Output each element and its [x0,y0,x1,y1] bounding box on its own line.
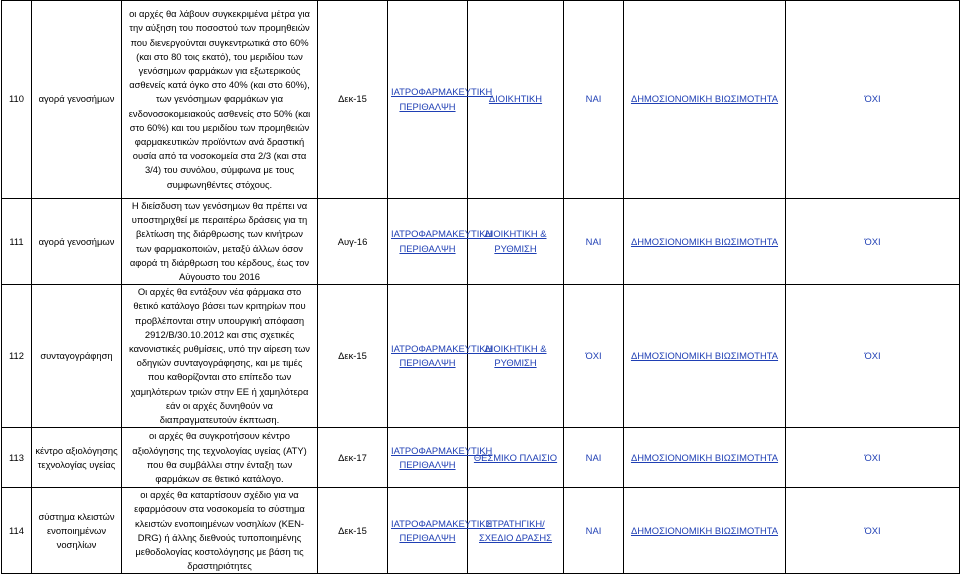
row-subject: αγορά γενοσήμων [32,199,122,285]
row-flag-1: ΝΑΙ [564,428,624,488]
table-row [2,488,960,574]
row-flag-2: ΌΧΙ [786,488,960,574]
row-impact: ΔΗΜΟΣΙΟΝΟΜΙΚΗ ΒΙΩΣΙΜΟΤΗΤΑ [624,285,786,428]
row-description: οι αρχές θα λάβουν συγκεκριμένα μέτρα για την αύξηση του ποσοστού των προμηθειών που διενεργούνται συγκεντρωτικά στο 60% (και στο 80 τοις εκατό), του μεριδίου των γενόσημων φαρμάκων για εξωτερικούς ασθενείς κατά όγκο στο 40% (και στο 60%), των γενόσημων φαρμάκων για ενδονοσοκομειακούς ασθενείς στο 50% (και στο 60%) και του μεριδίου των προμηθειών φαρμακευτικών προϊόντων ανά δραστική ουσία από τα νοσοκομεία στα 2/3 (και στα 3/4) του συνόλου, σύμφωνα με τους συμφωνηθέντες στόχους. [122,1,318,199]
row-subject: συνταγογράφηση [32,285,122,428]
row-impact: ΔΗΜΟΣΙΟΝΟΜΙΚΗ ΒΙΩΣΙΜΟΤΗΤΑ [624,488,786,574]
row-flag-1: ΝΑΙ [564,488,624,574]
row-type: ΔΙΟΙΚΗΤΙΚΗ [468,1,564,199]
row-flag-2: ΌΧΙ [786,199,960,285]
row-number: 114 [2,488,32,574]
table-row [2,1,960,199]
row-area: ΙΑΤΡΟΦΑΡΜΑΚΕΥΤΙΚΗ ΠΕΡΙΘΑΛΨΗ [388,199,468,285]
row-type: ΔΙΟΙΚΗΤΙΚΗ & ΡΥΘΜΙΣΗ [468,199,564,285]
row-subject: σύστημα κλειστών ενοποιημένων νοσηλίων [32,488,122,574]
row-date: Δεκ-17 [318,428,388,488]
row-number: 111 [2,199,32,285]
row-flag-2: ΌΧΙ [786,1,960,199]
row-description: Η διείσδυση των γενόσημων θα πρέπει να υποστηριχθεί με περαιτέρω δράσεις για τη βελτίωση της διάρθρωσης των κινήτρων των φαρμακοποιών, μεταξύ άλλων όσον αφορά τη διάρθρωση του κέρδους, έως τον Αύγουστο του 2016 [122,199,318,285]
row-number: 113 [2,428,32,488]
table-row [2,285,960,428]
row-type: ΔΙΟΙΚΗΤΙΚΗ & ΡΥΘΜΙΣΗ [468,285,564,428]
table-row [2,428,960,488]
row-type: ΣΤΡΑΤΗΓΙΚΗ/ΣΧΕΔΙΟ ΔΡΑΣΗΣ [468,488,564,574]
row-impact: ΔΗΜΟΣΙΟΝΟΜΙΚΗ ΒΙΩΣΙΜΟΤΗΤΑ [624,199,786,285]
row-area: ΙΑΤΡΟΦΑΡΜΑΚΕΥΤΙΚΗ ΠΕΡΙΘΑΛΨΗ [388,1,468,199]
row-flag-1: ΝΑΙ [564,1,624,199]
row-description: οι αρχές θα συγκροτήσουν κέντρο αξιολόγησης της τεχνολογίας υγείας (ΑΤΥ) που θα συμβάλλει στην ένταξη των φαρμάκων σε θετικό κατάλογο. [122,428,318,488]
row-date: Δεκ-15 [318,488,388,574]
row-subject: αγορά γενοσήμων [32,1,122,199]
row-area: ΙΑΤΡΟΦΑΡΜΑΚΕΥΤΙΚΗ ΠΕΡΙΘΑΛΨΗ [388,488,468,574]
row-flag-1: ΝΑΙ [564,199,624,285]
row-number: 110 [2,1,32,199]
row-flag-1: ΌΧΙ [564,285,624,428]
table-row [2,199,960,285]
row-date: Δεκ-15 [318,1,388,199]
row-flag-2: ΌΧΙ [786,285,960,428]
row-type: ΘΕΣΜΙΚΟ ΠΛΑΙΣΙΟ [468,428,564,488]
row-impact: ΔΗΜΟΣΙΟΝΟΜΙΚΗ ΒΙΩΣΙΜΟΤΗΤΑ [624,428,786,488]
row-subject: κέντρο αξιολόγησης τεχνολογίας υγείας [32,428,122,488]
row-date: Αυγ-16 [318,199,388,285]
row-description: Οι αρχές θα εντάξουν νέα φάρμακα στο θετικό κατάλογο βάσει των κριτηρίων που προβλέπονται στην υπουργική απόφαση 2912/Β/30.10.2012 και στις σχετικές κανονιστικές ρυθμίσεις, υπό την αίρεση των οδηγιών συνταγογράφησης, και με τιμές που καθορίζονται στο επίπεδο των χαμηλότερων τριών στην ΕΕ ή χαμηλότερα εάν οι αρχές δυνηθούν να διαπραγματευτούν έκπτωση. [122,285,318,428]
row-description: οι αρχές θα καταρτίσουν σχέδιο για να εφαρμόσουν στα νοσοκομεία το σύστημα κλειστών ενοποιημένων νοσηλίων (KEN-DRG) ή άλλης διεθνούς τυποποιημένης μεθοδολογίας κοστολόγησης με βάση τις δραστηριότητες [122,488,318,574]
row-flag-2: ΌΧΙ [786,428,960,488]
row-area: ΙΑΤΡΟΦΑΡΜΑΚΕΥΤΙΚΗ ΠΕΡΙΘΑΛΨΗ [388,285,468,428]
row-area: ΙΑΤΡΟΦΑΡΜΑΚΕΥΤΙΚΗ ΠΕΡΙΘΑΛΨΗ [388,428,468,488]
row-impact: ΔΗΜΟΣΙΟΝΟΜΙΚΗ ΒΙΩΣΙΜΟΤΗΤΑ [624,1,786,199]
row-date: Δεκ-15 [318,285,388,428]
measures-table [1,0,960,574]
row-number: 112 [2,285,32,428]
